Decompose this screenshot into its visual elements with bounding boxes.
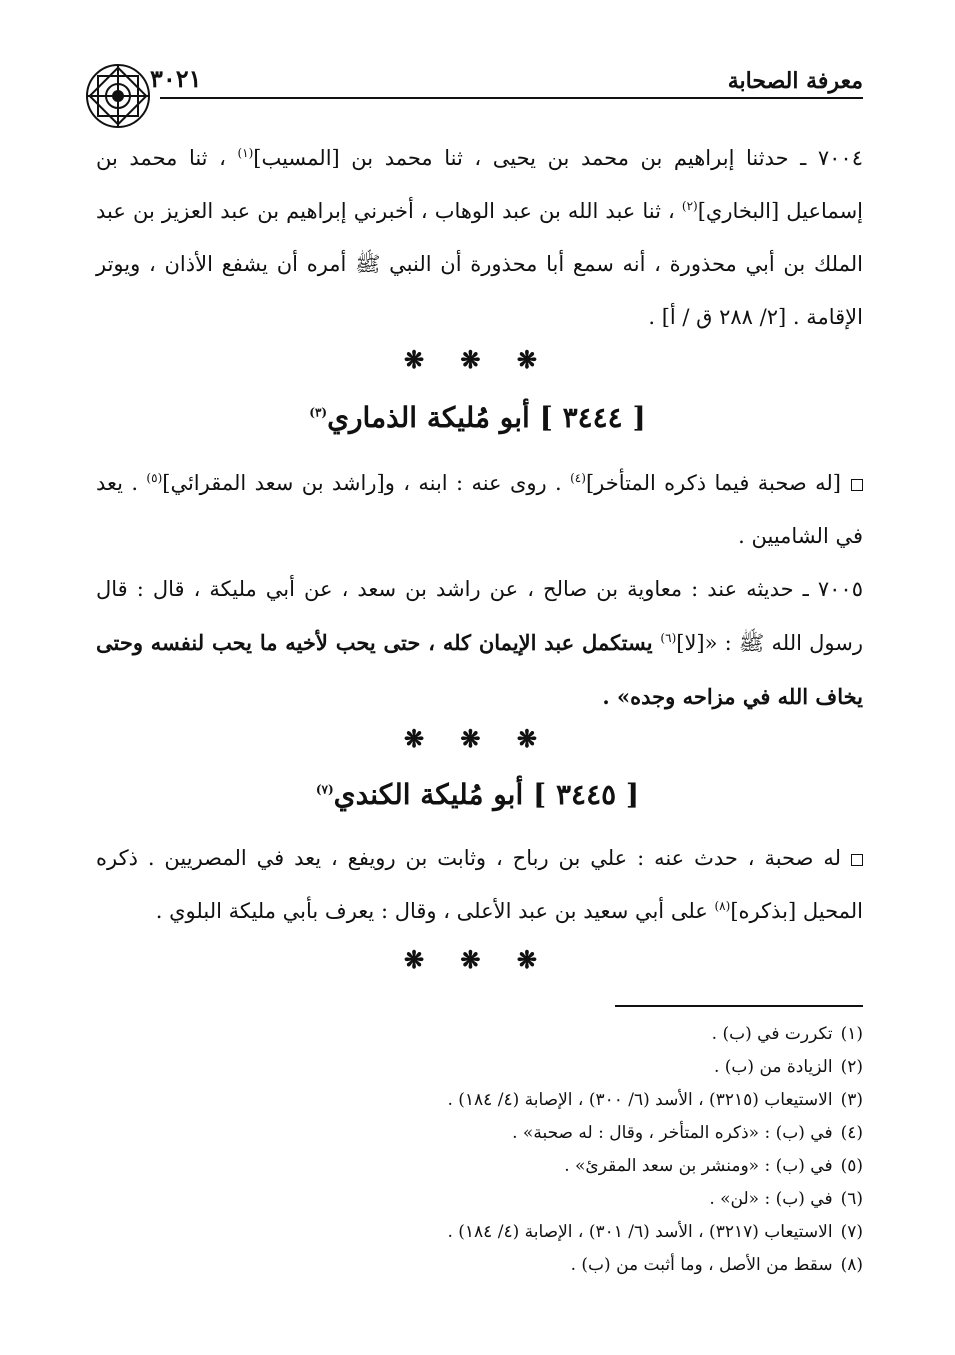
footnote-text: الاستيعاب (٣٢١٧) ، الأسد (٦/ ٣٠١) ، الإصابة (٤/ ١٨٤) . xyxy=(447,1222,833,1242)
footnote-rule xyxy=(615,1005,863,1007)
footnote-item xyxy=(96,1249,863,1282)
footnote-ref[interactable]: (٥) xyxy=(146,471,163,485)
separator-stars: ❋ ❋ ❋ xyxy=(403,945,552,974)
footnote-item xyxy=(96,1216,863,1249)
bio-text: . يعد في الشاميين . xyxy=(96,471,863,548)
footnote-text: تكررت في (ب) . xyxy=(711,1024,833,1044)
footnote-mark: (٤) xyxy=(840,1123,863,1143)
entry-3444-bio xyxy=(96,457,863,563)
header-rule xyxy=(160,97,863,99)
footnote-mark: (٧) xyxy=(840,1222,863,1242)
bio-text: [له صحبة فيما ذكره المتأخر] xyxy=(585,471,841,495)
footnote-text: الزيادة من (ب) . xyxy=(713,1057,833,1077)
footnote-mark: (٢) xyxy=(840,1057,863,1077)
hadith-text: ، ثنا محمد بن إسماعيل [البخاري] xyxy=(96,146,863,223)
entry-heading-3444 xyxy=(0,398,955,438)
footnote-ref[interactable]: (٤) xyxy=(570,471,586,485)
footnote-mark: (٥) xyxy=(840,1156,863,1176)
footnote-mark: (٨) xyxy=(840,1255,863,1275)
footnote-ref[interactable]: (١) xyxy=(237,146,254,160)
page-number: ٣٠٢١ xyxy=(150,64,202,93)
footnote-ref[interactable]: (٧) xyxy=(315,782,334,797)
footnote-text: في (ب) : «ذكره المتأخر ، وقال : له صحبة» . xyxy=(512,1123,833,1143)
footnote-ref[interactable]: (٣) xyxy=(309,405,328,420)
entry-number: [ ٣٤٤٤ ] xyxy=(539,401,646,434)
separator-stars: ❋ ❋ ❋ xyxy=(403,345,552,374)
footnote-ref[interactable]: (٢) xyxy=(681,199,698,213)
hadith-text: ، ثنا عبد الله بن عبد الوهاب ، أخبرني إبراهيم بن عبد العزيز بن عبد الملك بن أبي محذورة ، أنه سمع أبا محذورة أن النبي ﷺ أمره أن يشفع الأذان ، ويوتر الإقامة . [٢/ ٢٨٨ ق / أ] . xyxy=(96,199,863,329)
footnote-text: في (ب) : «لن» . xyxy=(709,1189,833,1209)
entry-title: أبو مُليكة الذماري xyxy=(327,401,530,434)
footnote-mark: (١) xyxy=(840,1024,863,1044)
footnote-item xyxy=(96,1150,863,1183)
square-marker-icon xyxy=(851,854,863,866)
footnote-item xyxy=(96,1051,863,1084)
footnotes xyxy=(96,1018,863,1282)
footnote-item xyxy=(96,1183,863,1216)
footnote-item xyxy=(96,1084,863,1117)
entry-number: [ ٣٤٤٥ ] xyxy=(532,778,640,811)
footnote-mark: (٣) xyxy=(840,1090,863,1110)
footnote-text: الاستيعاب (٣٢١٥) ، الأسد (٦/ ٣٠٠) ، الإصابة (٤/ ١٨٤) . xyxy=(447,1090,833,1110)
footnote-ref[interactable]: (٦) xyxy=(660,631,677,645)
footnote-text: سقط من الأصل ، وما أثبت من (ب) . xyxy=(570,1255,833,1275)
hadith-7004 xyxy=(96,132,863,344)
footnote-ref[interactable]: (٨) xyxy=(714,899,731,913)
hadith-7005 xyxy=(96,563,863,724)
running-title: معرفة الصحابة xyxy=(727,68,863,94)
hadith-text: ـ حديثه عند : معاوية بن صالح ، عن راشد بن سعد ، عن أبي مليكة ، قال : قال رسول الله ﷺ : «[لا] xyxy=(96,577,863,655)
separator-stars: ❋ ❋ ❋ xyxy=(403,724,552,753)
bio-text: على أبي سعيد بن عبد الأعلى ، وقال : يعرف بأبي مليكة البلوي . xyxy=(155,899,715,923)
ornament-icon xyxy=(84,62,152,130)
hadith-matn: يستكمل عبد الإيمان كله ، حتى يحب لأخيه ما يحب لنفسه وحتى يخاف الله في مزاحه وجده» . xyxy=(96,630,863,709)
footnote-text: في (ب) : «ومنشر بن سعد المقرئ» . xyxy=(564,1156,833,1176)
hadith-number: ٧٠٠٤ xyxy=(817,146,863,170)
bio-text: له صحبة ، حدث عنه : علي بن رباح ، وثابت بن رويفع ، يعد في المصريين . ذكره المحيل [بذكره] xyxy=(96,846,863,923)
footnote-item xyxy=(96,1117,863,1150)
entry-3445-bio xyxy=(96,832,863,938)
hadith-text: ـ حدثنا إبراهيم بن محمد بن يحيى ، ثنا محمد بن [المسيب] xyxy=(253,146,807,170)
footnote-mark: (٦) xyxy=(840,1189,863,1209)
entry-title: أبو مُليكة الكندي xyxy=(333,778,524,811)
bio-text: . روى عنه : ابنه ، و[راشد بن سعد المقرائي] xyxy=(162,471,571,495)
square-marker-icon xyxy=(851,479,863,491)
entry-heading-3445 xyxy=(0,775,955,815)
footnote-item xyxy=(96,1018,863,1051)
hadith-number: ٧٠٠٥ xyxy=(817,577,863,601)
